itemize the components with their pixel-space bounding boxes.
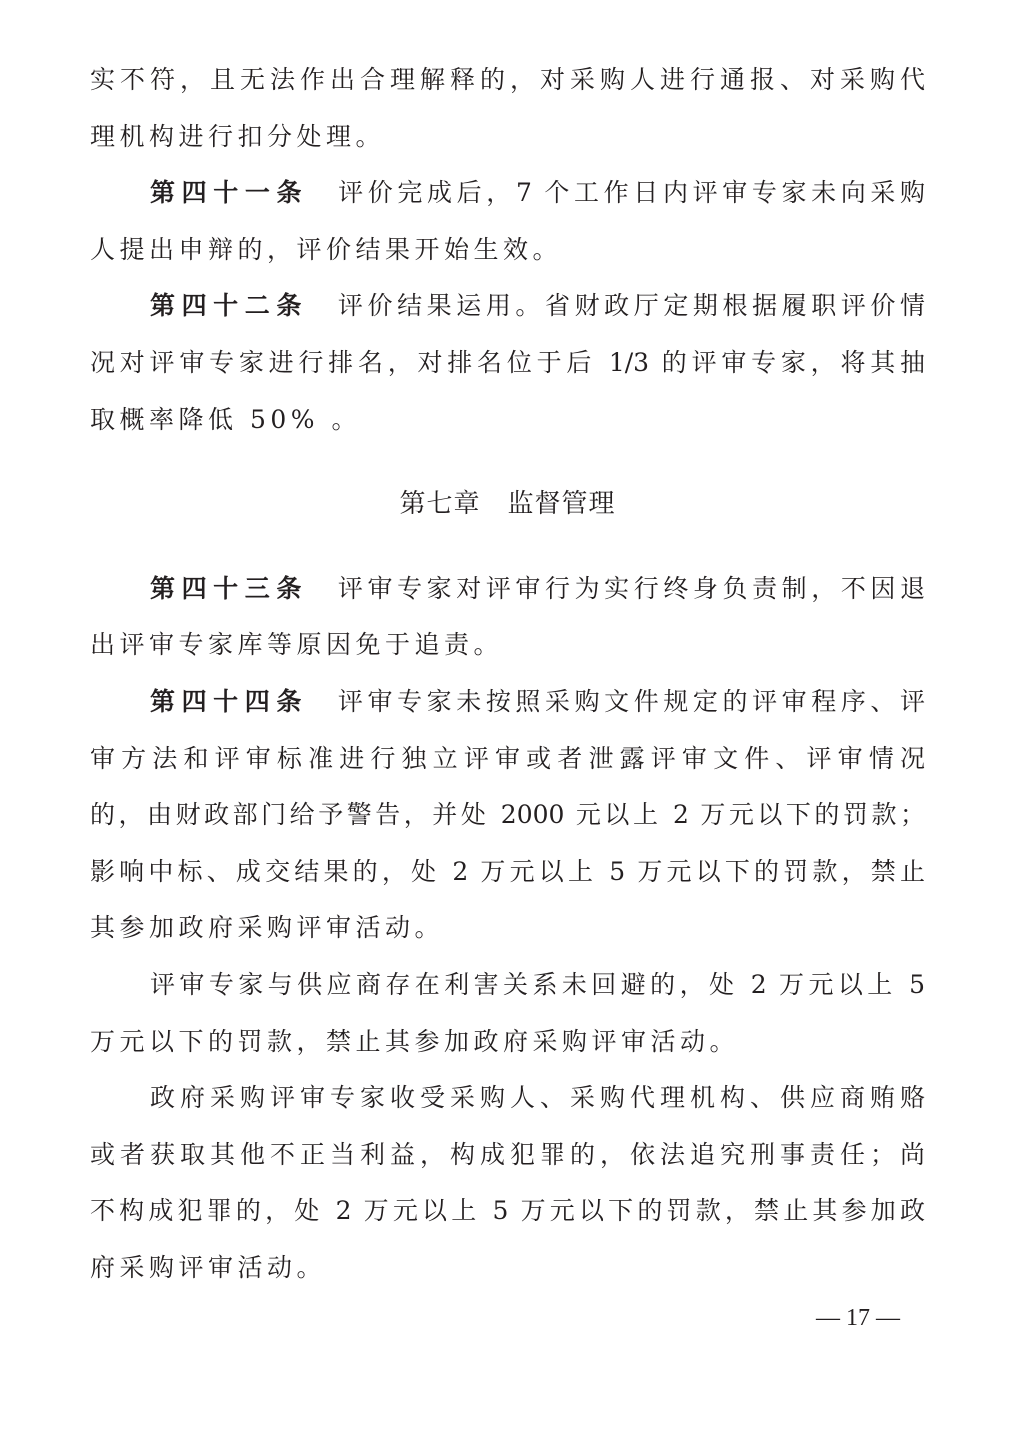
article-paragraph — [90, 674, 925, 957]
article-number: 第四十二条 — [150, 291, 308, 321]
text-line: 审方法和评审标准进行独立评审或者泄露评审文件、评审情况 — [90, 743, 925, 773]
article-paragraph — [90, 561, 925, 674]
text-line: 或者获取其他不正当利益，构成犯罪的，依法追究刑事责任；尚 — [90, 1139, 925, 1169]
article-number: 第四十四条 — [150, 686, 308, 716]
article-paragraph — [90, 278, 925, 448]
text-line: 政府采购评审专家收受采购人、采购代理机构、供应商贿赂 — [150, 1083, 925, 1113]
text-line: 实不符，且无法作出合理解释的，对采购人进行通报、对采购代 — [90, 65, 925, 94]
paragraph — [90, 957, 925, 1070]
text-line: 万元以下的罚款，禁止其参加政府采购评审活动。 — [90, 1026, 740, 1056]
article-number: 第四十三条 — [150, 573, 308, 603]
text-line: 不构成犯罪的，处 2 万元以上 5 万元以下的罚款，禁止其参加政 — [90, 1196, 925, 1226]
text-line: 其参加政府采购评审活动。 — [90, 913, 445, 943]
page-number: — 17 — — [816, 1305, 900, 1331]
paragraph — [90, 1070, 925, 1296]
text-line: 第四十三条 评审专家对评审行为实行终身负责制，不因退 — [150, 573, 925, 603]
article-paragraph — [90, 165, 925, 278]
text-line: 理机构进行扣分处理。 — [90, 121, 386, 151]
chapter-heading: 第七章 监督管理 — [399, 489, 616, 520]
text-line: 取概率降低 50% 。 — [90, 404, 361, 434]
text-line: 第四十一条 评价完成后，7 个工作日内评审专家未向采购 — [150, 178, 925, 208]
text-line: 影响中标、成交结果的，处 2 万元以上 5 万元以下的罚款，禁止 — [90, 856, 925, 886]
text-line: 府采购评审活动。 — [90, 1252, 327, 1282]
text-line: 人提出申辩的，评价结果开始生效。 — [90, 234, 563, 264]
text-line: 的，由财政部门给予警告，并处 2000 元以上 2 万元以下的罚款； — [90, 800, 925, 830]
text-line: 况对评审专家进行排名，对排名位于后 1/3 的评审专家，将其抽 — [90, 347, 925, 377]
paragraph — [90, 52, 925, 165]
text-line: 评审专家与供应商存在利害关系未回避的，处 2 万元以上 5 — [150, 969, 925, 999]
text-line: 第四十四条 评审专家未按照采购文件规定的评审程序、评 — [150, 686, 925, 716]
document-body — [90, 52, 925, 1296]
text-line: 出评审专家库等原因免于追责。 — [90, 630, 504, 660]
article-number: 第四十一条 — [150, 178, 309, 208]
text-line: 第四十二条 评价结果运用。省财政厅定期根据履职评价情 — [150, 291, 925, 321]
